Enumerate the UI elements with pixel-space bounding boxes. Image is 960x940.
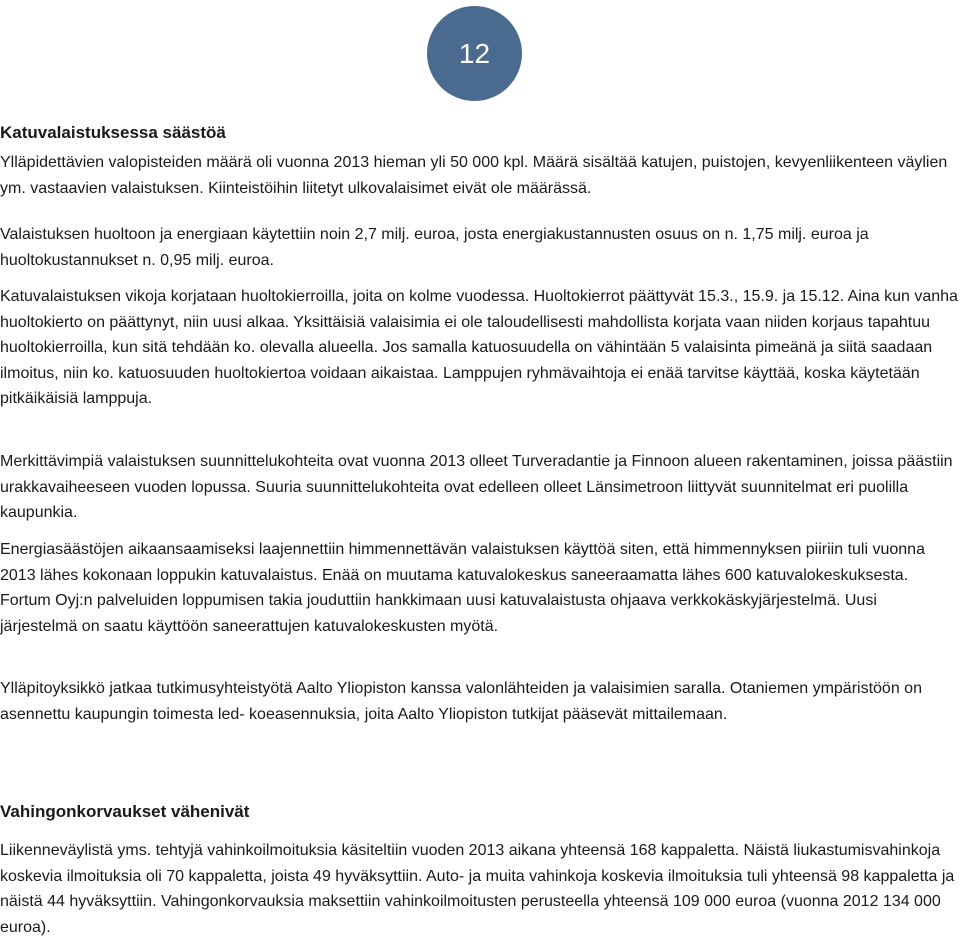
paragraph-research: Ylläpitoyksikkö jatkaa tutkimusyhteistyötä Aalto Yliopiston kanssa valonlähteiden ja valaisimien saralla. Otaniemen ympäristöön on asennettu kaupungin toimesta led- koeasennuksia, joita Aalto Yliopiston tutkijat pääsevät mittailemaan. xyxy=(0,680,922,723)
paragraph-planning-targets: Merkittävimpiä valaistuksen suunnittelukohteita ovat vuonna 2013 olleet Turveradantie ja Finnoon alueen rakentaminen, joissa päästiin urakkavaiheeseen vuoden lopussa. Suuria suunnittelukohteita ovat edelleen olleet Länsimetroon liittyvät suunnitelmat eri puolilla kaupunkia. xyxy=(0,453,953,521)
paragraph-maintenance-rounds: Katuvalaistuksen vikoja korjataan huoltokierroilla, joita on kolme vuodessa. Huoltokierrot päättyvät 15.3., 15.9. ja 15.12. Aina kun vanha huoltokierto on päättynyt, niin uusi alkaa. Yksittäisiä valaisimia ei ole taloudellisesti mahdollista korjata vaan niiden korjaus tapahtuu huoltokierroilla, kun sitä tehdään ko. olevalla alueella. Jos samalla katuosuudella on vähintään 5 valaisinta pimeänä ja siitä saadaan ilmoitus, niin ko. katuosuuden huoltokiertoa voidaan aikaistaa. Lamppujen ryhmävaihtoja ei enää tarvitse käyttää, koska käytetään pitkäikäisiä lamppuja. xyxy=(0,288,958,407)
paragraph-energy-savings: Energiasäästöjen aikaansaamiseksi laajennettiin himmennettävän valaistuksen käyttöä siten, että himmennyksen piiriin tuli vuonna 2013 lähes kokonaan loppukin katuvalaistus. Enää on muutama katuvalokeskus saneeraamatta lähes 600 katuvalokeskuksesta. Fortum Oyj:n palveluiden loppumisen takia jouduttiin hankkimaan uusi katuvalaistusta ohjaava verkkokäskyjärjestelmä. Uusi järjestelmä on saatu käyttöön saneerattujen katuvalokeskusten myötä. xyxy=(0,541,925,635)
paragraph-costs: Valaistuksen huoltoon ja energiaan käytettiin noin 2,7 milj. euroa, josta energiakustannusten osuus on n. 1,75 milj. euroa ja huoltokustannukset n. 0,95 milj. euroa. xyxy=(0,226,869,269)
section-title-damages: Vahingonkorvaukset vähenivät xyxy=(0,802,250,821)
section-title-street-lighting: Katuvalaistuksessa säästöä xyxy=(0,123,226,142)
paragraph-light-points: Ylläpidettävien valopisteiden määrä oli vuonna 2013 hieman yli 50 000 kpl. Määrä sisältää katujen, puistojen, kevyenliikenteen väylien ym. vastaavien valaistuksen. Kiinteistöihin liitetyt ulkovalaisimet eivät ole määrässä. xyxy=(0,154,948,197)
paragraph-damage-claims: Liikenneväylistä yms. tehtyjä vahinkoilmoituksia käsiteltiin vuoden 2013 aikana yhteensä 168 kappaletta. Näistä liukastumisvahinkoja koskevia ilmoituksia oli 70 kappaletta, joista 49 hyväksyttiin. Auto- ja muita vahinkoja koskevia ilmoituksia tuli yhteensä 98 kappaletta ja näistä 44 hyväksyttiin. Vahingonkorvauksia maksettiin vahinkoilmoitusten perusteella yhteensä 109 000 euroa (vuonna 2012 134 000 euroa). xyxy=(0,842,955,936)
page-number-badge: 12 xyxy=(427,6,522,101)
